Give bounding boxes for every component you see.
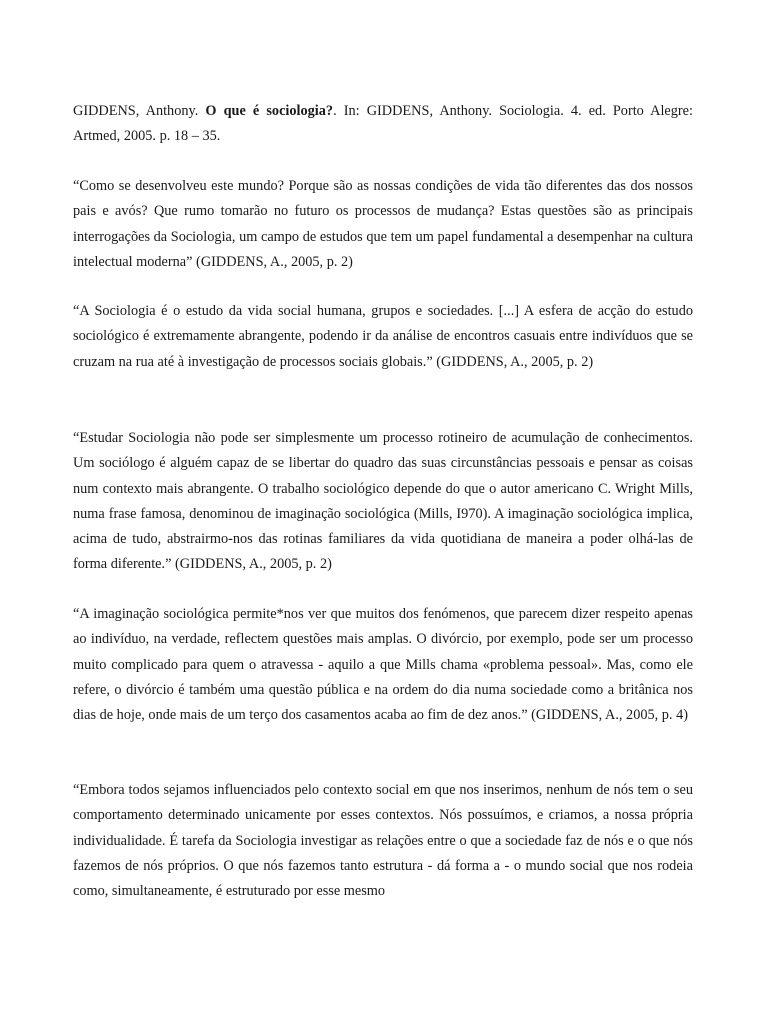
reference-title: O que é sociologia?	[205, 103, 334, 119]
quote-paragraph: “A imaginação sociológica permite*nos ver que muitos dos fenómenos, que parecem dizer respeito apenas ao indivíduo, na verdade, reflectem questões mais amplas. O divórcio, por exemplo, pode ser um processo muito complicado para quem o atravessa - aquilo a que Mills chama «problema pessoal». Mas, como ele refere, o divórcio é também uma questão pública e na ordem do dia numa sociedade como a britânica nos dias de hoje, onde mais de um terço dos casamentos acaba ao fim de dez anos.” (GIDDENS, A., 2005, p. 4)	[73, 606, 693, 724]
reference-details: . In: GIDDENS, Anthony. Sociologia. 4. ed. Porto Alegre: Artmed, 2005. p. 18 – 35.	[73, 103, 693, 145]
quote-paragraph: “Embora todos sejamos influenciados pelo contexto social em que nos inserimos, nenhum de nós tem o seu comportamento determinado unicamente por esses contextos. Nós possuímos, e criamos, a nossa própria individualidade. É tarefa da Sociologia investigar as relações entre o que a sociedade faz de nós e o que nós fazemos de nós próprios. O que nós fazemos tanto estrutura - dá forma a - o mundo social que nos rodeia como, simultaneamente, é estruturado por esse mesmo	[73, 782, 693, 900]
bibliographic-reference	[73, 99, 693, 150]
quote-paragraph: “Estudar Sociologia não pode ser simplesmente um processo rotineiro de acumulação de conhecimentos. Um sociólogo é alguém capaz de se libertar do quadro das suas circunstâncias pessoais e pensar as coisas num contexto mais abrangente. O trabalho sociológico depende do que o autor americano C. Wright Mills, numa frase famosa, denominou de imaginação sociológica (Mills, I970). A imaginação sociológica implica, acima de tudo, abstrairmo-nos das rotinas familiares da vida quotidiana de maneira a poder olhá-las de forma diferente.” (GIDDENS, A., 2005, p. 2)	[73, 430, 693, 573]
quote-paragraph: “Como se desenvolveu este mundo? Porque são as nossas condições de vida tão diferentes das dos nossos pais e avós? Que rumo tomarão no futuro os processos de mudança? Estas questões são as principais interrogações da Sociologia, um campo de estudos que tem um papel fundamental a desempenhar na cultura intelectual moderna” (GIDDENS, A., 2005, p. 2)	[73, 178, 693, 270]
reference-author: GIDDENS, Anthony.	[73, 103, 206, 119]
quote-paragraph: “A Sociologia é o estudo da vida social humana, grupos e sociedades. [...] A esfera de acção do estudo sociológico é extremamente abrangente, podendo ir da análise de encontros casuais entre indivíduos que se cruzam na rua até à investigação de processos sociais globais.” (GIDDENS, A., 2005, p. 2)	[73, 303, 693, 370]
